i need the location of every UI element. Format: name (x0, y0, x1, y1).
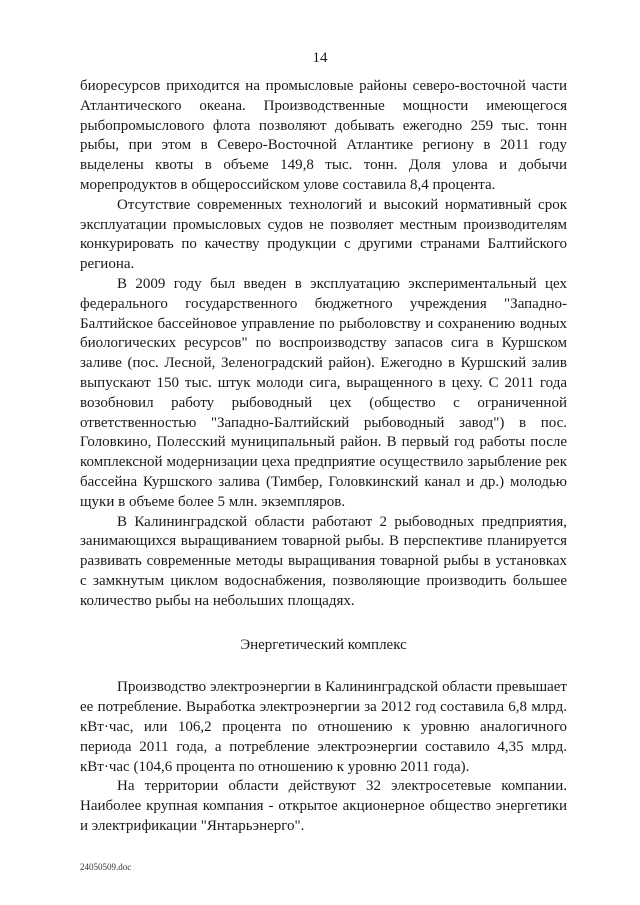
document-body (80, 77, 567, 837)
paragraph-technology: Отсутствие современных технологий и высокий нормативный срок эксплуатации промысловых судов не позволяет местным производителям конкурировать по качеству продукции с другими странами Балтийского региона. (80, 196, 567, 273)
paragraph-grid-companies: На территории области действуют 32 электросетевые компании. Наиболее крупная компания - открытое акционерное общество энергетики и электрификации "Янтарьэнерго". (80, 778, 567, 834)
paragraph-fish-farms: В Калининградской области работают 2 рыбоводных предприятия, занимающихся выращиванием товарной рыбы. В перспективе планируется развивать современные методы выращивания товарной рыбы в установках с замкнутым циклом водоснабжения, позволяющие производить большее количество рыбы на небольших площадях. (80, 513, 567, 609)
page-number: 14 (312, 50, 328, 66)
paragraph-continuation: биоресурсов приходится на промысловые районы северо-восточной части Атлантического океана. Производственные мощности имеющегося рыбопромыслового флота позволяют добывать ежегодно 259 тыс. тонн рыбы, при этом в Северо-Восточной Атлантике региону в 2011 году выделены квоты в объеме 149,8 тыс. тонн. Доля улова и добычи морепродуктов в общероссийском улове составила 8,4 процента. (80, 78, 567, 193)
section-heading: Энергетический комплекс (240, 636, 407, 653)
footer-filename: 24050509.doc (80, 862, 132, 872)
paragraph-electricity: Производство электроэнергии в Калининградской области превышает ее потребление. Выработка электроэнергии за 2012 год составила 6,8 млрд. кВт·час, или 106,2 процента по отношению к уровню аналогичного периода 2011 года, а потребление электроэнергии составило 4,35 млрд. кВт·час (104,6 процента по отношению к уровню 2011 года). (80, 679, 567, 775)
paragraph-fish-hatchery: В 2009 году был введен в эксплуатацию экспериментальный цех федерального государственного бюджетного учреждения "Западно-Балтийское бассейновое управление по рыболовству и сохранению водных биологических ресурсов" по воспроизводству запасов сига в Куршском заливе (пос. Лесной, Зеленоградский район). Ежегодно в Куршский залив выпускают 150 тыс. штук молоди сига, выращенного в цеху. С 2011 года возобновил работу рыбоводный цех (общество с ограниченной ответственностью "Западно-Балтийский рыбоводный завод") в пос. Головкино, Полесский муниципальный район. В первый год работы после комплексной модернизации цеха предприятие осуществило зарыбление рек бассейна Куршского залива (Тимбер, Головкинский канал и др.) молодью щуки в объеме более 5 млн. экземпляров. (80, 275, 567, 510)
